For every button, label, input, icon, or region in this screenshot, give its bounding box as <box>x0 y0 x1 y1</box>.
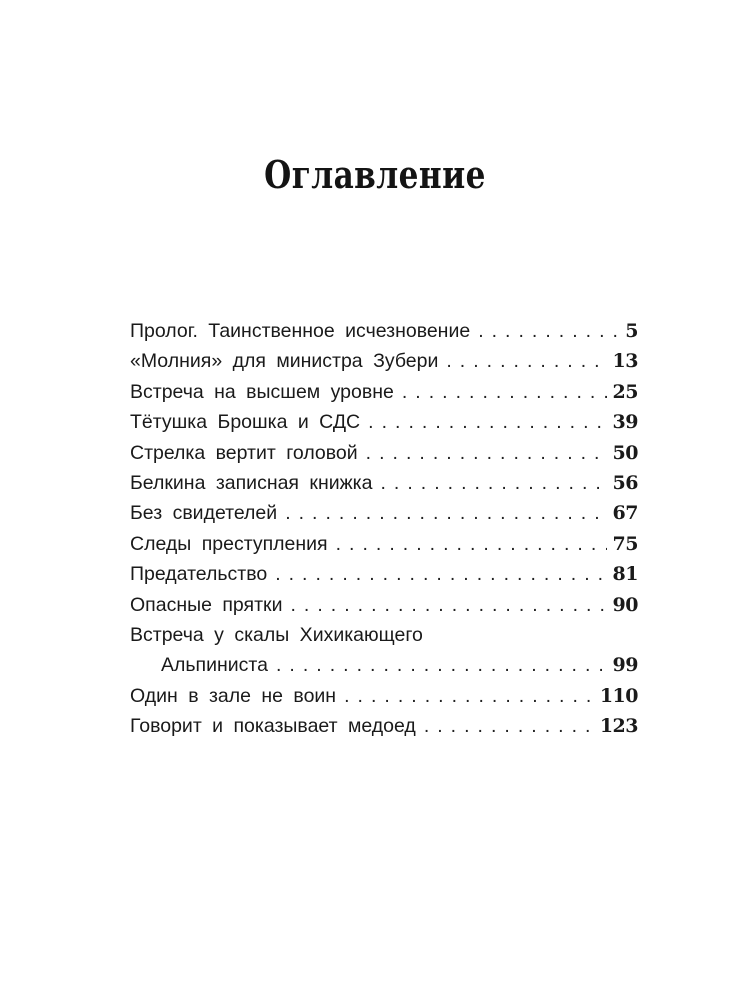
toc-entry-title: Предательство <box>130 563 268 586</box>
dot-leader <box>336 529 607 559</box>
toc-entry-title: Без свидетелей <box>130 502 278 525</box>
toc-entry-title: Один в зале не воин <box>130 684 337 707</box>
toc-entry <box>130 377 638 407</box>
toc-entry-title: Пролог. Таинственное исчезновение <box>130 320 471 342</box>
dot-leader <box>344 681 594 711</box>
toc-page-number: 13 <box>612 350 638 373</box>
toc-entry <box>130 346 638 376</box>
toc-page-number: 50 <box>612 441 638 464</box>
toc-entry-title: Опасные прятки <box>130 593 283 616</box>
dot-leader <box>366 438 607 468</box>
toc-page-number: 81 <box>612 563 638 586</box>
toc-entry-title: Следы преступления <box>130 532 328 555</box>
dot-leader <box>276 650 607 680</box>
toc-entry-title: Белкина записная книжка <box>130 471 373 494</box>
toc-entry-continuation <box>130 650 638 680</box>
dot-leader <box>368 407 606 437</box>
toc-entry-title: «Молния» для министра Зубери <box>130 350 439 373</box>
toc-page-number: 99 <box>612 654 638 677</box>
toc-entry <box>130 559 638 589</box>
dot-leader <box>290 590 606 620</box>
page-title: Оглавление <box>264 152 486 197</box>
toc-entry-title: Стрелка вертит головой <box>130 441 358 464</box>
toc-entry <box>130 468 638 498</box>
toc-entry-title: Встреча на высшем уровне <box>130 380 394 403</box>
toc-entry <box>130 316 638 346</box>
toc-entry <box>130 498 638 528</box>
toc-entry <box>130 438 638 468</box>
table-of-contents <box>130 316 638 741</box>
toc-page-number: 75 <box>612 532 638 555</box>
toc-entry-first-line <box>130 620 638 650</box>
toc-page-number: 39 <box>612 411 638 434</box>
dot-leader <box>478 316 619 346</box>
toc-page-number: 25 <box>612 380 638 403</box>
toc-entry <box>130 529 638 559</box>
dot-leader <box>446 346 606 376</box>
toc-entry <box>130 407 638 437</box>
toc-entry-title: Альпиниста <box>161 654 268 677</box>
dot-leader <box>380 468 606 498</box>
toc-page-number: 90 <box>612 593 638 616</box>
dot-leader <box>402 377 607 407</box>
dot-leader <box>424 711 594 741</box>
toc-page-number: 110 <box>599 684 638 707</box>
toc-entry <box>130 590 638 620</box>
dot-leader <box>275 559 606 589</box>
toc-entry-title: Тётушка Брошка и СДС <box>130 411 361 434</box>
toc-entry <box>130 681 638 711</box>
toc-page-number: 123 <box>599 715 638 738</box>
toc-entry-title: Говорит и показывает медоед <box>130 715 416 738</box>
toc-entry <box>130 711 638 741</box>
toc-page-number: 5 <box>625 320 638 342</box>
dot-leader <box>285 498 606 528</box>
toc-page-number: 56 <box>612 471 638 494</box>
toc-entry-title: Встреча у скалы Хихикающего <box>130 623 423 646</box>
toc-page-number: 67 <box>612 502 638 525</box>
